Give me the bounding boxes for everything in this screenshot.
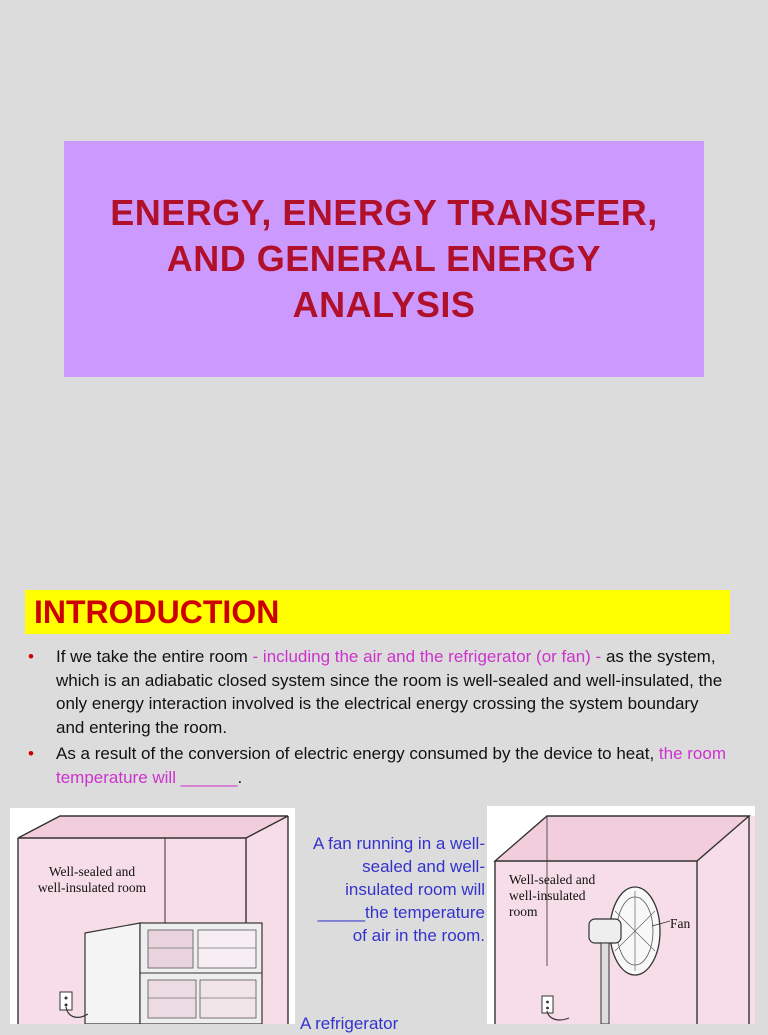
bullet-text: As a result of the conversion of electric energy consumed by the device to heat, (56, 744, 659, 763)
bullet-text: . (237, 767, 243, 787)
title-line-3: ANALYSIS (292, 284, 476, 325)
refrigerator-room-illustration (10, 808, 295, 1024)
fan-caption: A fan running in a well-sealed and well-insulated room will _____the temperature of air in the room. (313, 834, 485, 945)
title-line-2: AND GENERAL ENERGY (166, 238, 602, 279)
bullet-marker: • (28, 647, 34, 666)
room-label-line: Well-sealed and (48, 864, 136, 879)
refrigerator-room-figure (10, 808, 295, 1024)
room-label-line: well-insulated room (37, 880, 147, 895)
page-title (84, 190, 684, 328)
bullet-text: as the system, which is an adiabatic closed system since the room is well-sealed and well-insulated, the only energy interaction involved is the electrical energy crossing the system boundary and entering the room. (56, 647, 723, 737)
room-label (509, 872, 619, 920)
room-label (22, 864, 162, 896)
room-label-line: room (509, 904, 538, 919)
bullet-marker: • (28, 744, 34, 763)
bullet-item (28, 742, 728, 789)
refrigerator-caption: A refrigerator (300, 1014, 399, 1033)
title-box (64, 141, 704, 377)
bullet-text: If we take the entire room (56, 647, 253, 666)
fan-room-figure (487, 806, 755, 1024)
bullet-list (28, 645, 728, 792)
title-line-1: ENERGY, ENERGY TRANSFER, (110, 192, 658, 233)
section-header-bar (25, 590, 730, 634)
bullet-highlight: - including the air and the refrigerator (or fan) - (252, 647, 602, 666)
section-heading: INTRODUCTION (34, 594, 280, 630)
room-label-line: well-insulated (509, 888, 586, 903)
room-label-line: Well-sealed and (509, 872, 596, 887)
fan-label: Fan (670, 916, 691, 931)
bullet-highlight: the room temperature will ______ (56, 744, 726, 787)
bullet-item (28, 645, 728, 739)
